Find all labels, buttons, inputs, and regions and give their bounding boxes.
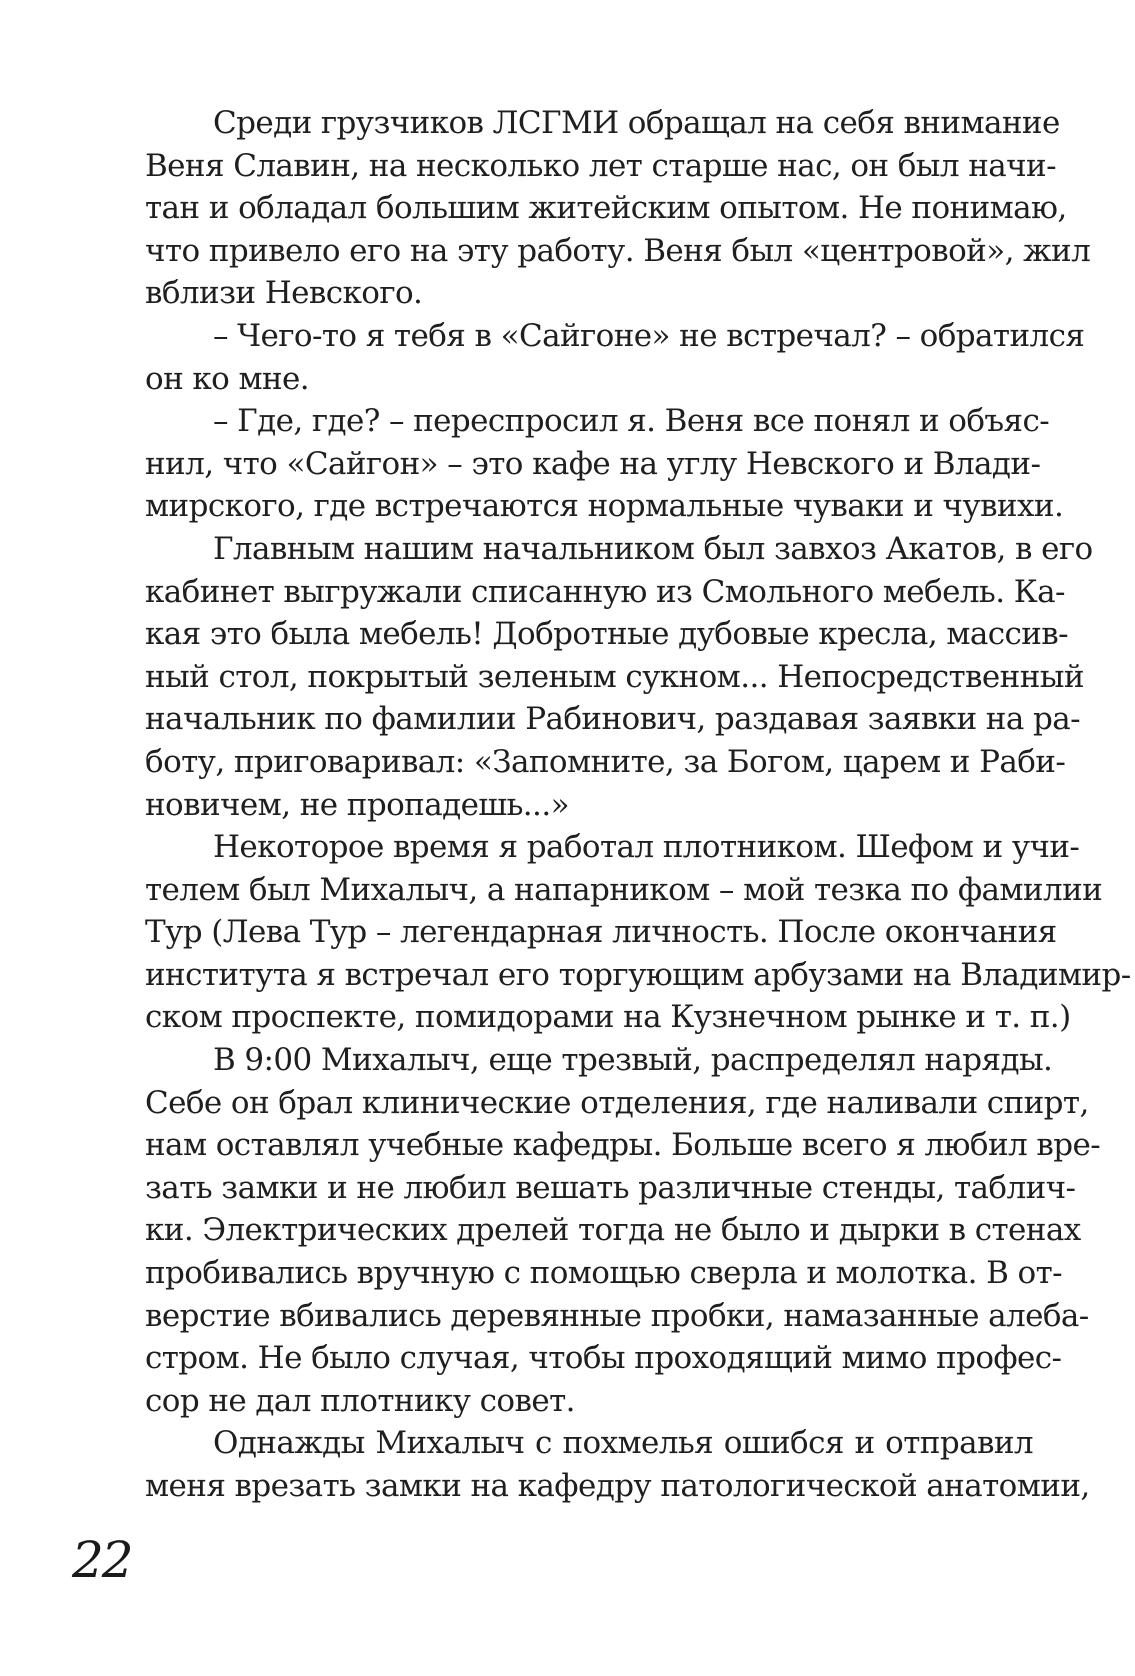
text-line: нил, что «Сайгон» – это кафе на углу Невского и Влади-: [145, 445, 1041, 482]
text-line: ском проспекте, помидорами на Кузнечном рынке и т. п.): [145, 999, 1071, 1036]
page-number: 22: [72, 1531, 132, 1589]
text-line: он ко мне.: [145, 360, 310, 397]
text-line: мирского, где встречаются нормальные чуваки и чувихи.: [145, 488, 1064, 525]
text-line: стром. Не было случая, чтобы проходящий мимо профес-: [145, 1340, 1062, 1377]
text-line: кабинет выгружали списанную из Смольного мебель. Ка-: [145, 573, 1065, 610]
text-line: зать замки и не любил вешать различные стенды, таблич-: [145, 1169, 1076, 1206]
text-line: Некоторое время я работал плотником. Шефом и учи-: [213, 829, 1080, 866]
text-line: что привело его на эту работу. Веня был «центровой», жил: [145, 232, 1091, 269]
text-line: – Где, где? – переспросил я. Веня все понял и объяс-: [213, 403, 1050, 440]
text-line: Тур (Лева Тур – легендарная личность. После окончания: [145, 914, 1057, 951]
text-line: новичем, не пропадешь...»: [145, 786, 569, 823]
text-line: сор не дал плотнику совет.: [145, 1382, 575, 1419]
text-line: телем был Михалыч, а напарником – мой тезка по фамилии: [145, 871, 1103, 908]
text-line: Себе он брал клинические отделения, где наливали спирт,: [145, 1084, 1089, 1121]
text-line: Веня Славин, на несколько лет старше нас, он был начи-: [145, 147, 1056, 184]
text-line: нам оставлял учебные кафедры. Больше всего я любил вре-: [145, 1127, 1101, 1164]
text-line: Среди грузчиков ЛСГМИ обращал на себя внимание: [213, 105, 1060, 141]
text-line: вблизи Невского.: [145, 275, 423, 312]
text-line: пробивались вручную с помощью сверла и молотка. В от-: [145, 1255, 1063, 1292]
text-line: Однажды Михалыч с похмелья ошибся и отправил: [213, 1425, 1033, 1462]
text-line: – Чего-то я тебя в «Сайгоне» не встречал? – обратился: [213, 317, 1085, 354]
text-line: тан и обладал большим житейским опытом. Не понимаю,: [145, 190, 1067, 227]
text-line: ный стол, покрытый зеленым сукном... Непосредственный: [145, 658, 1084, 695]
text-line: института я встречал его торгующим арбузами на Владимир-: [145, 956, 1131, 993]
text-line: верстие вбивались деревянные пробки, намазанные алеба-: [145, 1297, 1089, 1334]
text-line: Главным нашим начальником был завхоз Акатов, в его: [213, 530, 1093, 567]
text-line: меня врезать замки на кафедру патологической анатомии,: [145, 1468, 1090, 1504]
text-line: боту, приговаривал: «Запомните, за Богом, царем и Раби-: [145, 743, 1066, 780]
text-line: В 9:00 Михалыч, еще трезвый, распределял наряды.: [213, 1042, 1053, 1079]
body-text: [145, 102, 1131, 1508]
text-line: начальник по фамилии Рабинович, раздавая заявки на ра-: [145, 701, 1080, 738]
text-line: ки. Электрических дрелей тогда не было и дырки в стенах: [145, 1212, 1081, 1249]
text-line: кая это была мебель! Добротные дубовые кресла, массив-: [145, 616, 1069, 653]
